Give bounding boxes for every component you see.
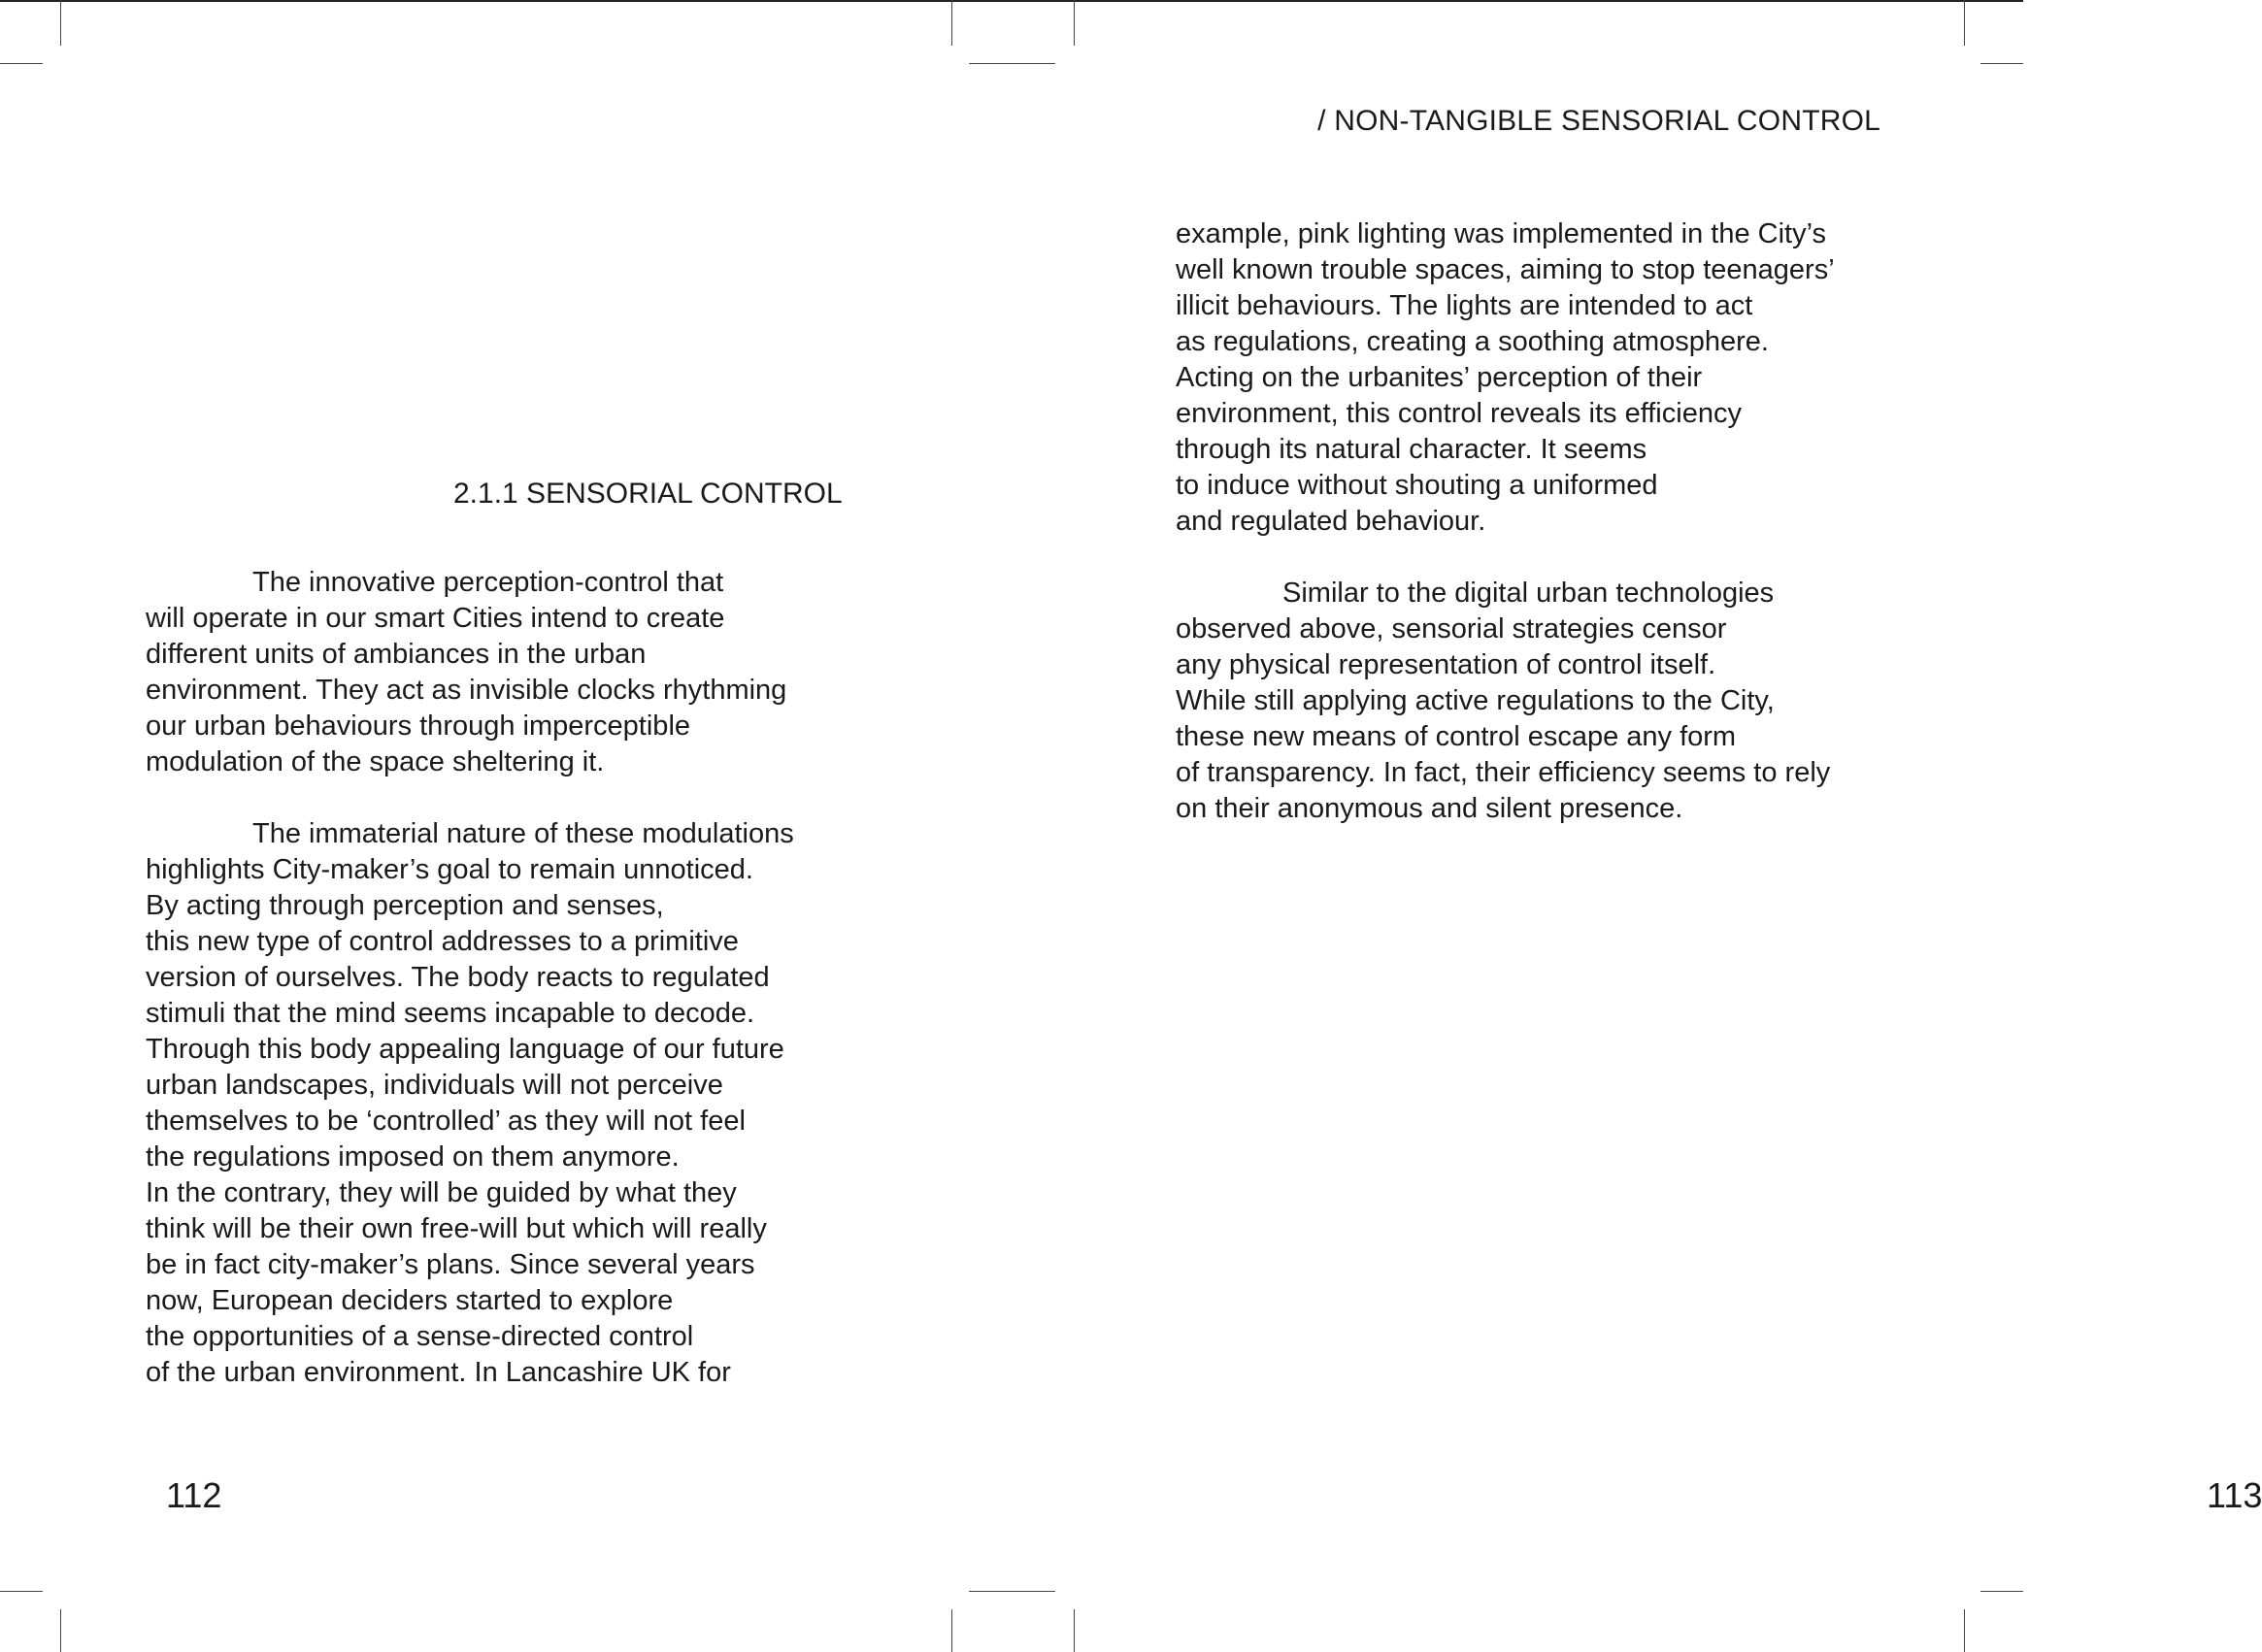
paragraph <box>1176 216 1835 540</box>
text-line: and regulated behaviour. <box>1176 506 1486 537</box>
text-line: By acting through perception and senses, <box>146 890 664 921</box>
left-body-text <box>146 565 794 1391</box>
text-line: any physical representation of control itself. <box>1176 649 1716 680</box>
text-line: example, pink lighting was implemented in the City’s <box>1176 218 1827 249</box>
text-line: on their anonymous and silent presence. <box>1176 793 1683 824</box>
text-line: Similar to the digital urban technologies <box>1282 578 1775 609</box>
text-line: different units of ambiances in the urban <box>146 639 647 670</box>
text-line: The immaterial nature of these modulations <box>252 818 794 849</box>
paragraph <box>146 565 794 780</box>
text-line: of the urban environment. In Lancashire UK for <box>146 1357 731 1388</box>
text-line: think will be their own free-will but which will really <box>146 1213 767 1244</box>
text-line: of transparency. In fact, their efficiency seems to rely <box>1176 757 1831 788</box>
text-line: through its natural character. It seems <box>1176 434 1647 465</box>
text-line: Through this body appealing language of our future <box>146 1034 784 1065</box>
text-line: be in fact city-maker’s plans. Since several years <box>146 1249 755 1280</box>
text-line: well known trouble spaces, aiming to stop teenagers’ <box>1176 254 1835 285</box>
text-line: highlights City-maker’s goal to remain unnoticed. <box>146 854 753 885</box>
text-line: themselves to be ‘controlled’ as they will not feel <box>146 1106 746 1137</box>
text-line: our urban behaviours through imperceptible <box>146 710 691 742</box>
text-line: the opportunities of a sense-directed control <box>146 1321 694 1352</box>
text-line: Acting on the urbanites’ perception of their <box>1176 362 1703 393</box>
text-line: version of ourselves. The body reacts to regulated <box>146 962 770 993</box>
right-body-text <box>1176 216 1835 827</box>
text-line: While still applying active regulations to the City, <box>1176 685 1775 716</box>
text-line: these new means of control escape any form <box>1176 721 1737 752</box>
text-line: now, European deciders started to explore <box>146 1285 674 1316</box>
text-line: modulation of the space sheltering it. <box>146 746 605 777</box>
text-line: will operate in our smart Cities intend to create <box>146 603 725 634</box>
page-number: 113 <box>2207 1475 2262 1515</box>
text-line: illicit behaviours. The lights are intended to act <box>1176 290 1753 321</box>
text-line: stimuli that the mind seems incapable to decode. <box>146 998 755 1029</box>
text-line: In the contrary, they will be guided by what they <box>146 1177 737 1208</box>
text-line: urban landscapes, individuals will not perceive <box>146 1070 723 1101</box>
text-line: The innovative perception-control that <box>252 567 724 598</box>
section-title: 2.1.1 SENSORIAL CONTROL <box>453 478 843 510</box>
text-line: this new type of control addresses to a primitive <box>146 926 739 957</box>
paragraph <box>1176 576 1835 827</box>
running-head: / NON-TANGIBLE SENSORIAL CONTROL <box>1317 105 1880 137</box>
text-line: environment, this control reveals its efficiency <box>1176 398 1742 429</box>
text-line: observed above, sensorial strategies censor <box>1176 613 1727 644</box>
text-line: environment. They act as invisible clocks rhythming <box>146 675 787 706</box>
text-line: as regulations, creating a soothing atmosphere. <box>1176 326 1769 357</box>
paragraph <box>146 816 794 1391</box>
text-line: the regulations imposed on them anymore. <box>146 1141 680 1173</box>
page-number: 112 <box>166 1475 222 1515</box>
text-line: to induce without shouting a uniformed <box>1176 470 1658 501</box>
